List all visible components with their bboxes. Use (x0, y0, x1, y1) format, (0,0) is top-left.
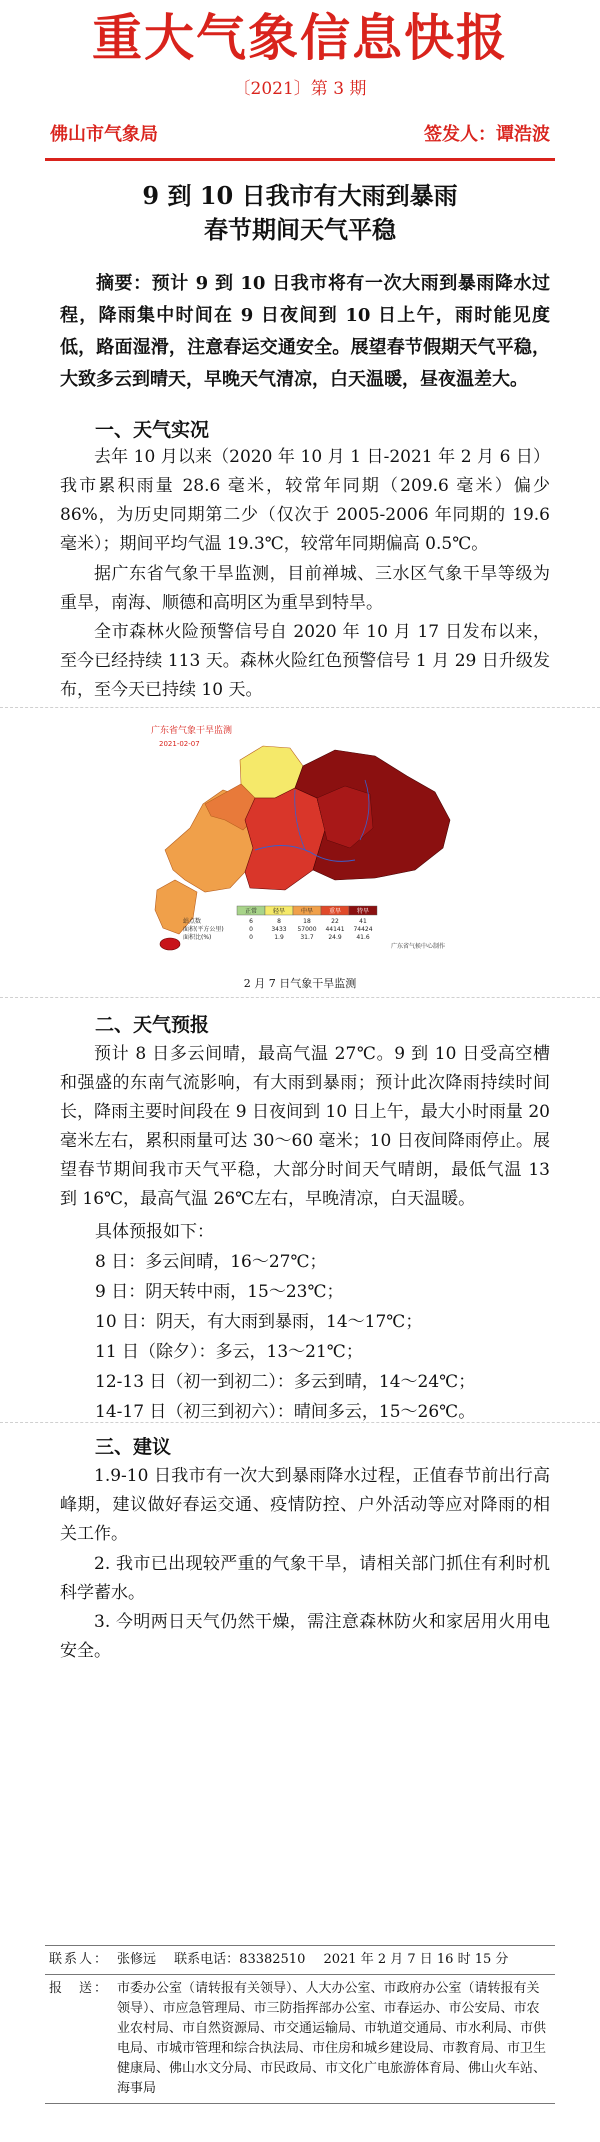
legend-label: 特旱 (356, 908, 370, 915)
legend-cell: 18 (303, 918, 311, 925)
forecast-intro: 具体预报如下： (95, 1222, 214, 1242)
map-title: 广东省气象干旱监测 (151, 726, 233, 736)
legend-row-label: 面积(平方公里) (183, 926, 224, 933)
section1-p3: 全市森林火险预警信号自 2020 年 10 月 17 日发布以来，至今已经持续 113 天。森林火险红色预警信号 1 月 29 日升级发布，至今天已持续 10 天。 (60, 622, 550, 700)
issue-number: 〔2021〕第 3 期 (233, 79, 367, 99)
divider (0, 707, 600, 708)
legend-cell: 22 (331, 918, 339, 925)
contact-cell (113, 1946, 555, 1975)
section1-p2: 据广东省气象干旱监测，目前禅城、三水区气象干旱等级为重旱，南海、顺德和高明区为重旱到特旱。 (60, 564, 550, 613)
legend-cell: 6 (249, 918, 253, 925)
section2-title: 二、天气预报 (95, 1014, 210, 1036)
map-credit: 广东省气候中心制作 (391, 943, 446, 950)
signer: 签发人：谭浩波 (424, 124, 550, 145)
section3-p2: 2. 我市已出现较严重的气象干旱，请相关部门抓住有利时机科学蓄水。 (60, 1554, 550, 1603)
section2-p1: 预计 8 日多云间晴，最高气温 27℃。9 到 10 日受高空槽和强盛的东南气流影响，有大雨到暴雨；预计此次降雨持续时间长，降雨主要时间段在 9 日夜间到 10 日上午，最大小时雨量 20 毫米左右，累积雨量可达 30～60 毫米；10 日夜间降雨停止。展望春节期间我市天气平稳，大部分时间天气晴朗，最低气温 13 到 16℃，最高气温 26℃左右，早晚清凉，白天温暖。 (60, 1044, 550, 1209)
legend-cell: 74424 (353, 926, 373, 933)
legend-label: 中旱 (300, 908, 314, 915)
issue-datetime: 2021 年 2 月 7 日 16 时 15 分 (323, 1952, 509, 1967)
legend-cell: 44141 (325, 926, 345, 933)
legend-label: 重旱 (328, 908, 342, 915)
forecast-item: 8 日：多云间晴，16～27℃； (95, 1252, 327, 1272)
legend-cell: 8 (277, 918, 281, 925)
report-row (45, 1975, 555, 2104)
divider (0, 997, 600, 998)
forecast-item: 12-13 日（初一到初二）：多云到晴，14～24℃； (95, 1372, 476, 1392)
legend-cell: 41.6 (356, 934, 370, 941)
map-date: 2021-02-07 (159, 740, 200, 748)
forecast-item: 11 日（除夕）：多云，13～21℃； (95, 1342, 363, 1362)
map-island (160, 938, 180, 950)
legend-row-label: 面积比(%) (183, 934, 212, 941)
legend-label: 轻旱 (272, 908, 286, 915)
section3-title: 三、建议 (95, 1436, 172, 1458)
section3-p1: 1.9-10 日我市有一次大到暴雨降水过程，正值春节前出行高峰期，建议做好春运交通、疫情防控、户外活动等应对降雨的相关工作。 (60, 1466, 550, 1544)
section1-p1: 去年 10 月以来（2020 年 10 月 1 日-2021 年 2 月 6 日）我市累积雨量 28.6 毫米，较常年同期（209.6 毫米）偏少 86%，为历史同期第二少（仅次于 2005-2006 年同期的 19.6 毫米）；期间平均气温 19.3℃，较常年同期偏高 0.5℃。 (60, 447, 550, 554)
contact-label: 联系人： (45, 1946, 113, 1975)
legend-cell: 57000 (297, 926, 317, 933)
distribution-footer (45, 1945, 555, 2104)
map-caption: 2 月 7 日气象干旱监测 (243, 977, 357, 990)
forecast-item: 9 日：阴天转中雨，15～23℃； (95, 1282, 344, 1302)
contact-row (45, 1946, 555, 1975)
legend-cell: 0 (249, 934, 253, 941)
divider (0, 1422, 600, 1423)
legend-cell: 41 (359, 918, 367, 925)
bulletin-title: 重大气象信息快报 (92, 8, 508, 67)
contact-name: 张修远 (117, 1952, 157, 1967)
phone-number: 83382510 (239, 1952, 306, 1967)
report-label: 报 送： (45, 1975, 113, 2104)
drought-map (145, 720, 475, 960)
legend-cell: 24.9 (328, 934, 342, 941)
legend-label: 正常 (244, 908, 258, 915)
phone-label: 联系电话： (174, 1952, 240, 1967)
section1-title: 一、天气实况 (95, 419, 210, 441)
legend-cell: 31.7 (300, 934, 314, 941)
abstract: 摘要：预计 9 到 10 日我市将有一次大雨到暴雨降水过程，降雨集中时间在 9 日夜间到 10 日上午，雨时能见度低，路面湿滑，注意春运交通安全。展望春节假期天气平稳，大致多云到晴天，早晚天气清凉，白天温暖，昼夜温差大。 (60, 273, 550, 390)
map-legend (183, 906, 377, 941)
forecast-item: 10 日：阴天，有大雨到暴雨，14～17℃； (95, 1312, 423, 1332)
section3-p3: 3. 今明两日天气仍然干燥，需注意森林防火和家居用火用电安全。 (60, 1612, 550, 1661)
legend-cell: 3433 (271, 926, 287, 933)
legend-row-label: 站点数 (183, 918, 202, 925)
report-recipients: 市委办公室（请转报有关领导）、人大办公室、市政府办公室（请转报有关领导）、市应急管理局、市三防指挥部办公室、市春运办、市公安局、市农业农村局、市自然资源局、市交通运输局、市轨道交通局、市水利局、市供电局、市城市管理和综合执法局、市住房和城乡建设局、市教育局、市卫生健康局、佛山水文分局、市民政局、市文化广电旅游体育局、佛山火车站、海事局 (113, 1975, 555, 2104)
drought-map-graphic (145, 720, 475, 960)
issuing-org: 佛山市气象局 (50, 124, 158, 145)
forecast-item: 14-17 日（初三到初六）：晴间多云，15～26℃。 (95, 1402, 476, 1422)
headline-line1: 9 到 10 日我市有大雨到暴雨 (142, 181, 458, 210)
headline-line2: 春节期间天气平稳 (204, 215, 396, 244)
map-region-central (245, 788, 325, 890)
legend-cell: 0 (249, 926, 253, 933)
legend-cell: 1.9 (274, 934, 284, 941)
org-row (50, 120, 550, 146)
header-rule (45, 158, 555, 161)
